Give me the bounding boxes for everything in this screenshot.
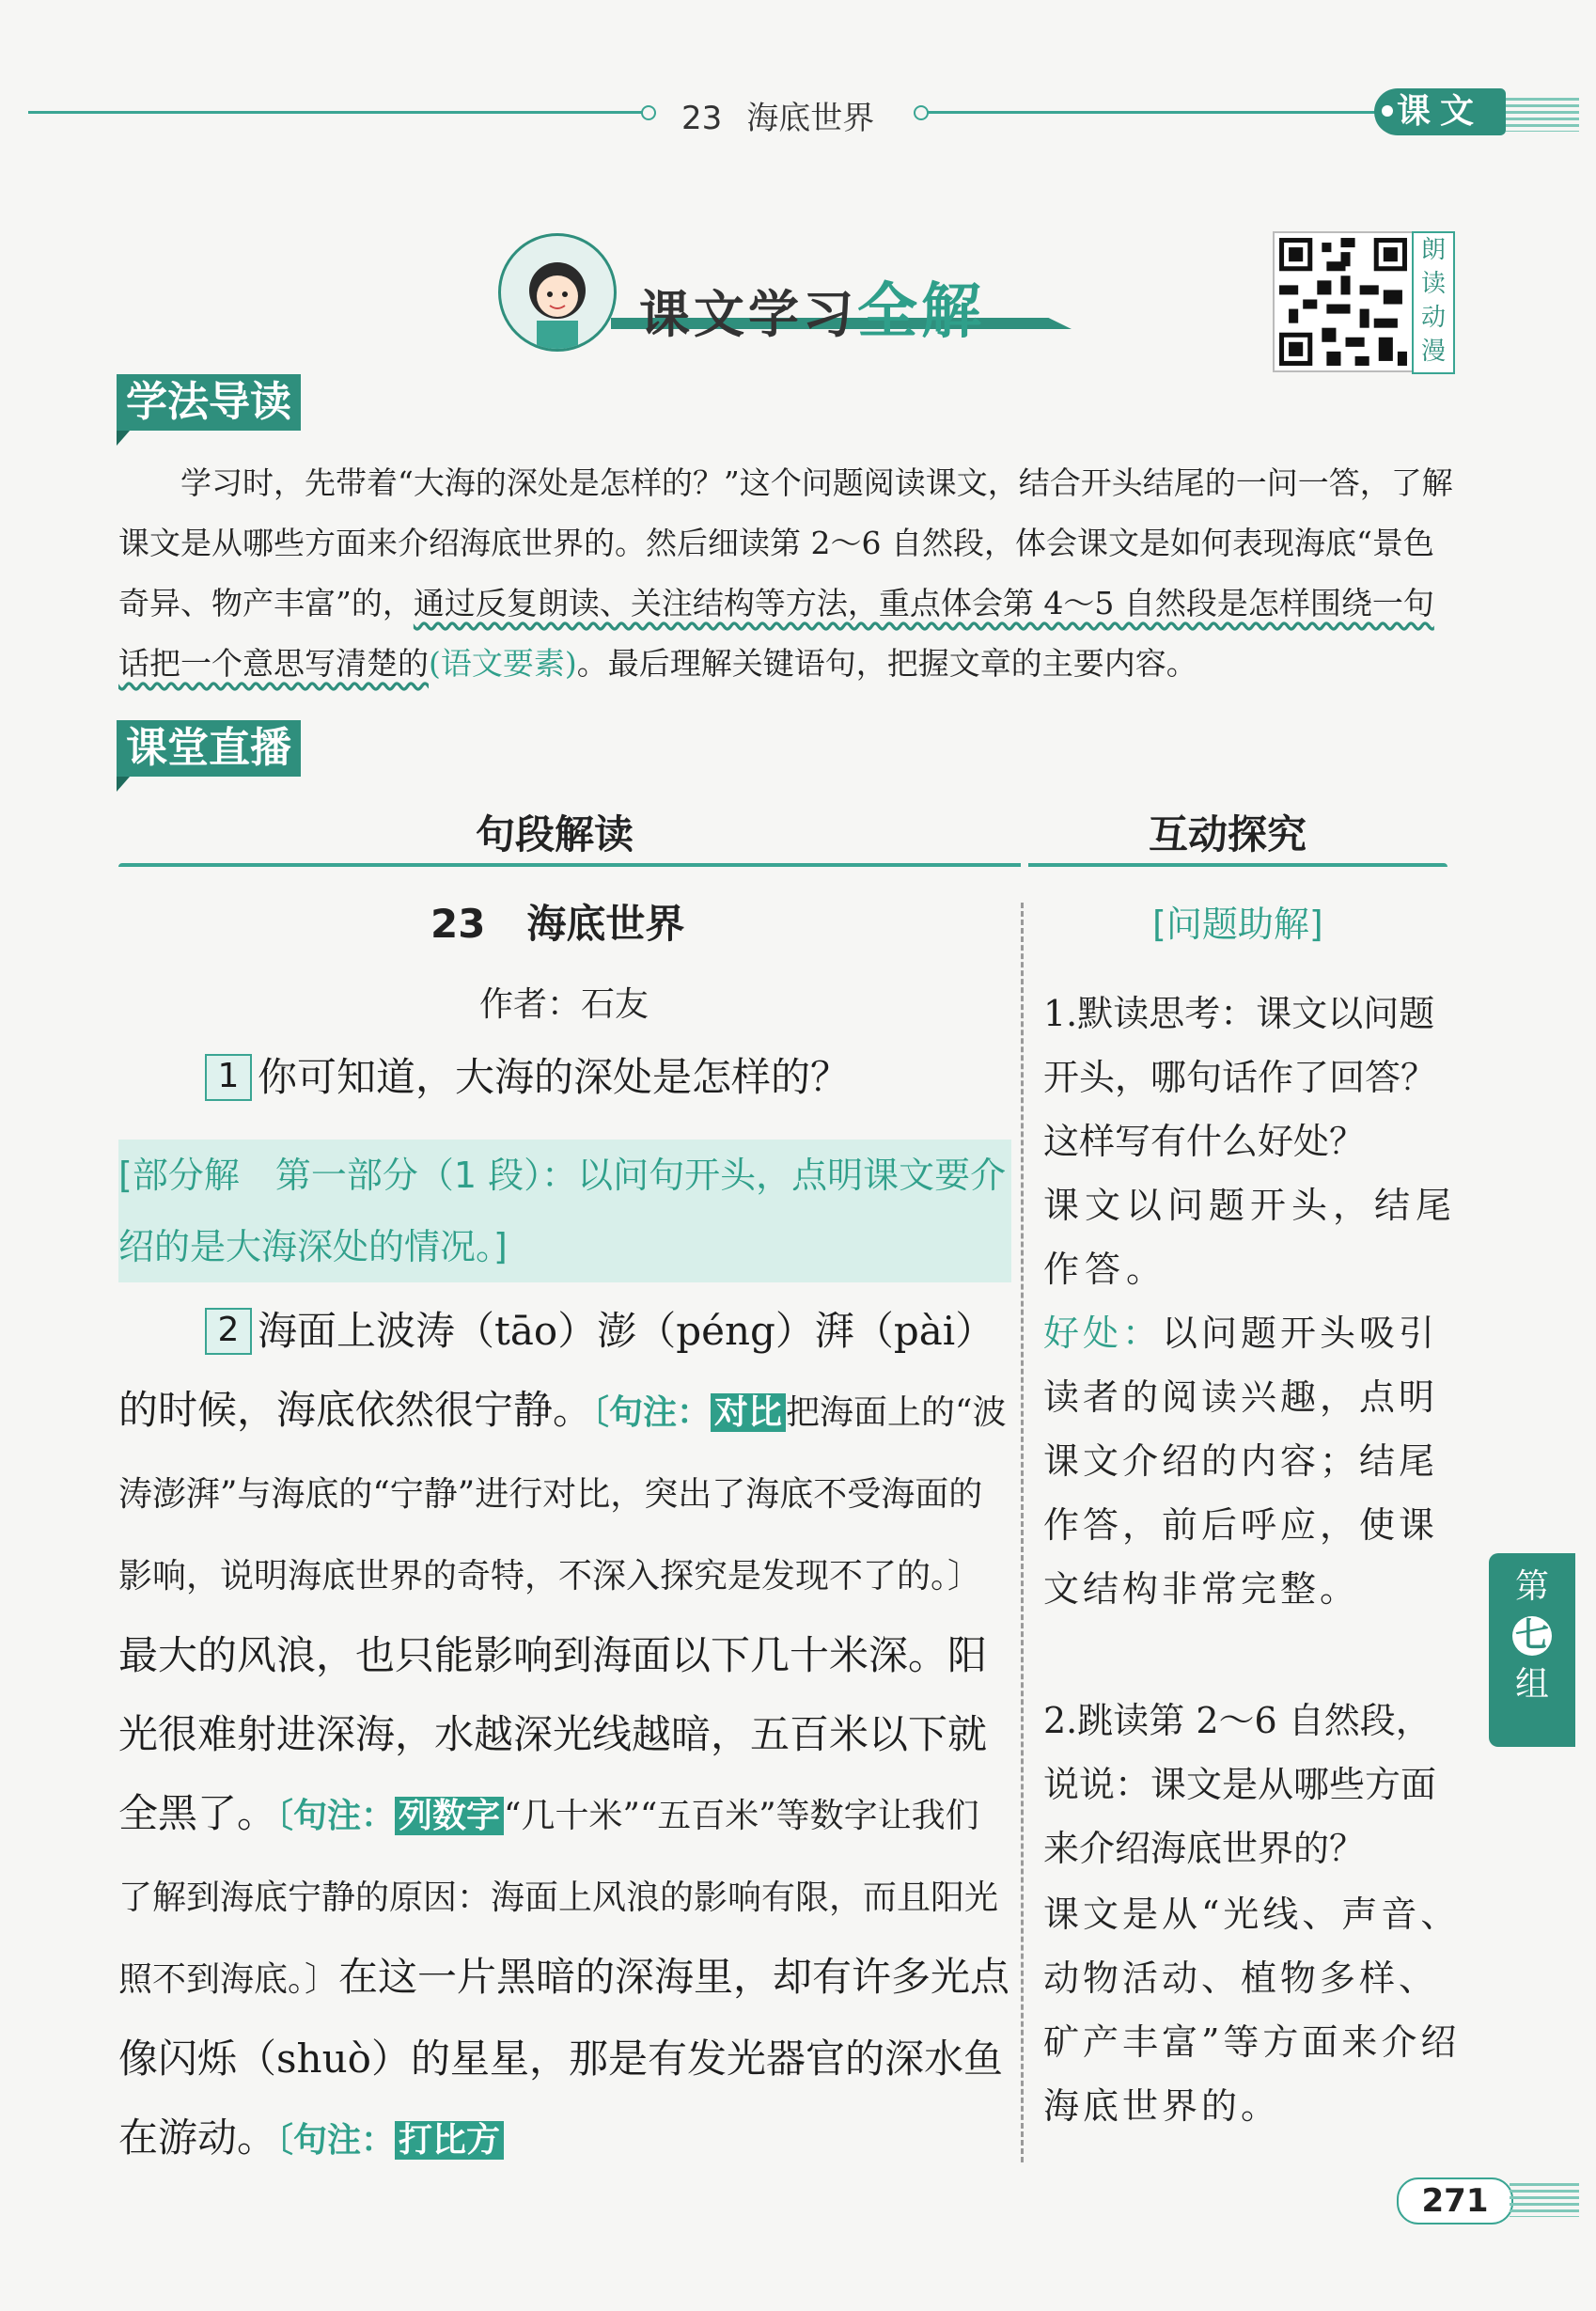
text-author: 作者：石友 <box>479 985 649 1024</box>
explore-heading: [问题助解] <box>1152 904 1323 945</box>
guide-text-c: 。最后理解关键语句，把握文章的主要内容。 <box>576 645 1197 682</box>
note-3-tag: 打比方 <box>395 2121 504 2160</box>
unit-side-tab-bottom: 组 <box>1514 1665 1549 1704</box>
explore-q2: 2.跳读第 2～6 自然段，说说：课文是从哪些方面来介绍海底世界的？ <box>1043 1700 1437 1869</box>
note-2-head: 〔句注： <box>276 1797 396 1835</box>
guide-text-key: 通过反复朗读、关注结构等方法，重点体会第 4～5 自然段是怎样围绕一句话把一个意思写清楚的 <box>118 585 1434 682</box>
section-tab-kewen: 课文 <box>1374 88 1506 135</box>
explore-a1: 课文以问题开头，结尾作答。 <box>1043 1185 1458 1290</box>
note-1-body: 把海面上的“波涛澎湃”与海底的“宁静”进行对比，突出了海底不受海面的影响，说明海底世界的奇特，不深入探究是发现不了的。〕 <box>118 1393 1007 1596</box>
paragraph-2-text-a: 海面上波涛（tāo）澎（péng）湃（pài）的时候，海底依然很宁静。 <box>118 1308 995 1433</box>
note-2-tag: 列数字 <box>395 1797 504 1835</box>
paragraph-2-text-c: 在这一片黑暗的深海里，却有许多光点像闪烁（shuò）的星星，那是有发光器官的深水鱼在游动。 <box>118 1954 1010 2161</box>
note-2-body: “几十米”“五百米”等数字让我们了解到海底宁静的原因：海面上风浪的影响有限，而且阳光照不到海底。〕 <box>118 1797 999 1999</box>
text-title <box>430 893 684 950</box>
unit-side-tab-top: 第 <box>1514 1567 1549 1606</box>
lesson-title: 海底世界 <box>746 100 875 137</box>
text-title-number: 23 <box>430 901 486 947</box>
paragraph-1 <box>118 1038 1011 1117</box>
header-dot-left <box>641 105 656 120</box>
lesson-number: 23 <box>681 100 723 137</box>
header-rule-right <box>927 111 1378 114</box>
explore-a1-detail <box>1043 1301 1463 1621</box>
part-summary: [部分解 第一部分（1 段）：以问句开头，点明课文要介绍的是大海深处的情况。] <box>118 1140 1011 1282</box>
guide-text-tag: (语文要素) <box>429 645 577 682</box>
banner-title-accent: 全解 <box>857 277 985 347</box>
text-title-label: 海底世界 <box>526 901 685 947</box>
paragraph-2-text-b: 最大的风浪，也只能影响到海面以下几十米深。阳光很难射进深海，水越深光线越暗，五百米以下就全黑了。 <box>118 1632 988 1836</box>
right-column-header: 互动探究 <box>1149 811 1307 857</box>
guide-paragraph <box>118 453 1463 694</box>
page-number: 271 <box>1397 2177 1513 2225</box>
note-3-head: 〔句注： <box>276 2121 396 2160</box>
unit-side-tab-number: 七 <box>1512 1616 1552 1656</box>
paragraph-number-1: 1 <box>205 1054 252 1101</box>
girl-avatar-icon <box>498 233 617 352</box>
column-divider <box>1021 903 1024 2162</box>
header-rule-left <box>28 111 649 114</box>
paragraph-2 <box>118 1292 1011 2180</box>
note-1-head: 〔句注： <box>592 1393 712 1432</box>
header-stripes <box>1506 98 1579 132</box>
footer-stripes <box>1510 2183 1579 2217</box>
explore-a1-label: 好处： <box>1043 1313 1163 1354</box>
note-1-tag: 对比 <box>711 1393 786 1432</box>
header-title <box>681 92 874 138</box>
explore-q1: 1.默读思考：课文以问题开头，哪句话作了回答？这样写有什么好处？ <box>1043 993 1437 1162</box>
paragraph-number-2: 2 <box>205 1308 252 1355</box>
section-tag-class: 课堂直播 <box>117 720 301 777</box>
left-column-rule <box>118 863 1021 867</box>
qr-label: 朗读动漫 <box>1412 231 1455 374</box>
guide-text-a: 学习时，先带着“大海的深处是怎样的？”这个问题阅读课文，结合开头结尾的一问一答，了解课文是从哪些方面来介绍海底世界的。然后细读第 2～6 自然段，体会课文是如何表现海底“景色奇异、物产丰富”的， <box>118 464 1453 621</box>
right-column-rule <box>1028 863 1447 867</box>
section-tag-guide: 学法导读 <box>117 374 301 431</box>
banner-title <box>639 263 985 350</box>
left-column-header: 句段解读 <box>476 811 634 857</box>
banner-title-plain: 课文学习 <box>639 285 857 344</box>
explore-a1-body: 以问题开头吸引读者的阅读兴趣，点明课文介绍的内容；结尾作答，前后呼应，使课文结构非常完整。 <box>1043 1313 1439 1610</box>
unit-side-tab <box>1489 1553 1575 1747</box>
explore-a2: 课文是从“光线、声音、动物活动、植物多样、矿产丰富”等方面来介绍海底世界的。 <box>1043 1894 1461 2127</box>
paragraph-1-text: 你可知道，大海的深处是怎样的？ <box>258 1054 851 1100</box>
qr-code-icon[interactable] <box>1273 231 1414 372</box>
